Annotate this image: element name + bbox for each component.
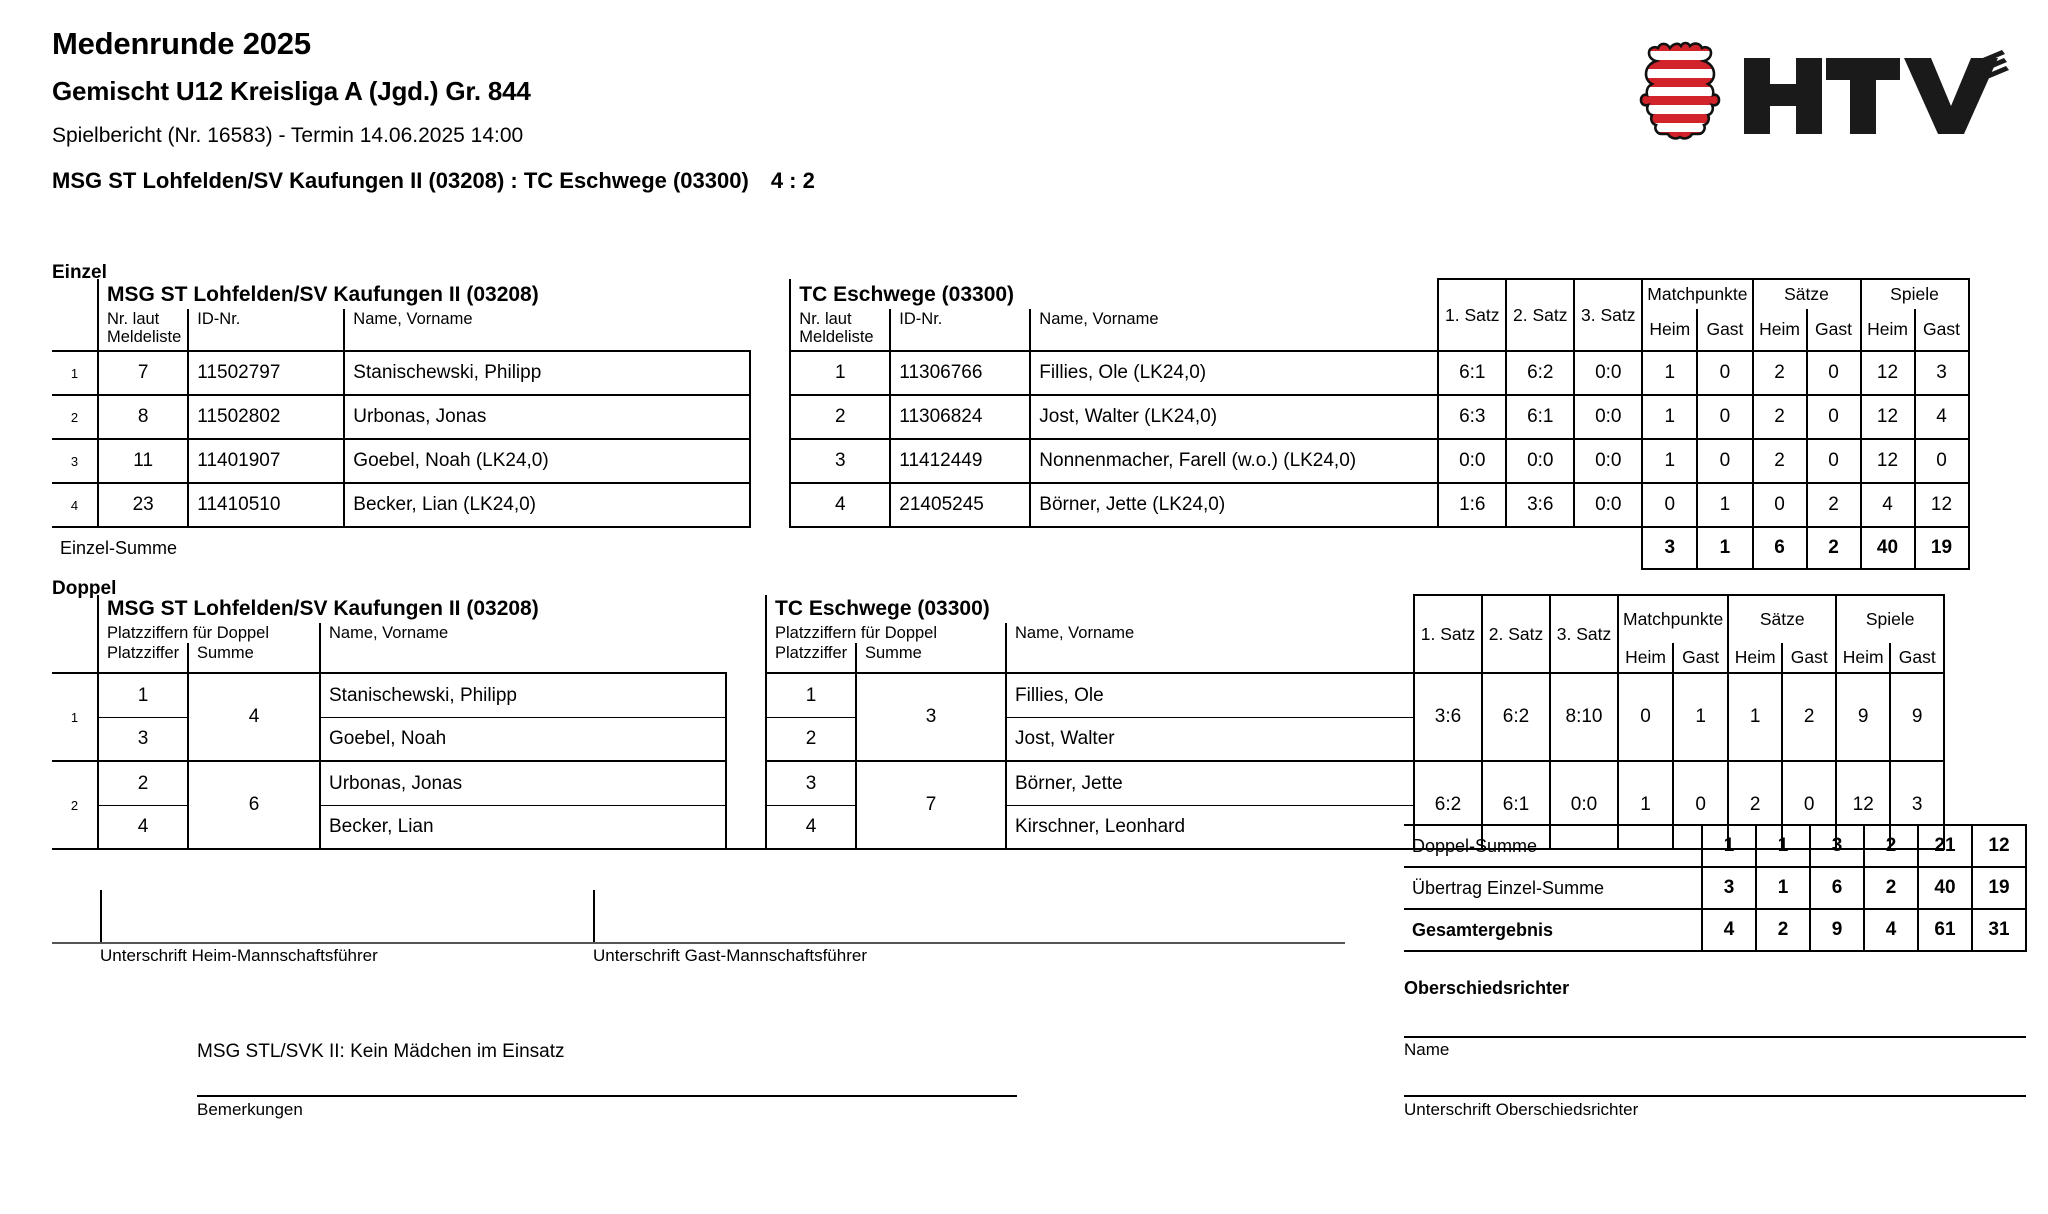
einzel-guest-nr: 3 — [790, 439, 890, 483]
doppel-set2: 6:2 — [1482, 673, 1550, 761]
einzel-summe-label: Einzel-Summe — [60, 538, 178, 558]
einzel-set3: 0:0 — [1574, 439, 1642, 483]
remark-note: MSG STL/SVK II: Kein Mädchen im Einsatz — [197, 1041, 565, 1062]
einzel-row-index: 1 — [52, 351, 98, 395]
einzel-mp_heim: 0 — [1642, 483, 1697, 527]
einzel-mp_gast: 0 — [1697, 395, 1752, 439]
summary-sp_heim: 61 — [1918, 909, 1972, 951]
einzel-sp_gast: 3 — [1915, 351, 1969, 395]
doppel-set3: 8:10 — [1550, 673, 1618, 761]
einzel-mp_heim: 1 — [1642, 351, 1697, 395]
einzel-table — [52, 278, 1970, 570]
doppel-home-p1-name: Stanischewski, Philipp — [320, 673, 726, 717]
einzel-sa_heim: 2 — [1753, 439, 1807, 483]
dheader-spiele: Spiele — [1836, 595, 1944, 643]
htv-logo — [1626, 30, 2026, 150]
header-guest-nr-l1: Nr. laut — [799, 310, 852, 328]
einzel-home-team: MSG ST Lohfelden/SV Kaufungen II (03208) — [98, 279, 750, 309]
doppel-set1: 3:6 — [1414, 673, 1482, 761]
dheader-sa-heim: Heim — [1728, 643, 1782, 673]
doppel-home-p1-nr: 1 — [98, 673, 188, 717]
header-home-nr-l1: Nr. laut — [107, 310, 160, 328]
sig-rule — [52, 942, 1345, 944]
spacer — [52, 643, 98, 673]
einzel-guest-name: Nonnenmacher, Farell (w.o.) (LK24,0) — [1030, 439, 1438, 483]
einzel-guest-id: 11306766 — [890, 351, 1030, 395]
doppel-mp_heim: 0 — [1618, 673, 1673, 761]
doppel-home-p1-name: Urbonas, Jonas — [320, 761, 726, 805]
dheader-satz3: 3. Satz — [1550, 595, 1618, 673]
summary-sp_gast: 12 — [1972, 825, 2026, 867]
dheader-sa-gast: Gast — [1782, 643, 1836, 673]
einzel-sa_gast: 0 — [1807, 351, 1861, 395]
einzel-sp_gast: 4 — [1915, 395, 1969, 439]
spacer — [726, 673, 766, 761]
spacer — [726, 761, 766, 849]
spacer — [52, 595, 98, 623]
htv-logo-graphic — [1626, 30, 2026, 150]
spacer — [52, 309, 98, 351]
section-label-doppel: Doppel — [52, 578, 117, 599]
summary-sa_heim: 6 — [1810, 867, 1864, 909]
header-guest-nr — [790, 309, 890, 351]
einzel-summe-sp-gast: 19 — [1915, 527, 1969, 569]
einzel-sp_heim: 12 — [1861, 439, 1915, 483]
section-label-einzel: Einzel — [52, 262, 107, 283]
doppel-home-p2-nr: 3 — [98, 717, 188, 761]
dheader-matchpunkte: Matchpunkte — [1618, 595, 1728, 643]
header-sp-heim: Heim — [1861, 309, 1915, 351]
table-row — [1404, 825, 2026, 867]
match-teams: MSG ST Lohfelden/SV Kaufungen II (03208) : TC Eschwege (03300) — [52, 168, 749, 193]
dheader-mp-heim: Heim — [1618, 643, 1673, 673]
einzel-set3: 0:0 — [1574, 395, 1642, 439]
einzel-summe-sp-heim: 40 — [1861, 527, 1915, 569]
summary-sp_heim: 21 — [1918, 825, 1972, 867]
doppel-sp_gast: 3 — [1890, 761, 1944, 849]
einzel-summe-sa-gast: 2 — [1807, 527, 1861, 569]
dheader-guest-platzziffer: Platzziffer — [766, 643, 856, 673]
report-meta: Spielbericht (Nr. 16583) - Termin 14.06.2025 14:00 — [52, 124, 524, 147]
header-spiele: Spiele — [1861, 279, 1969, 309]
einzel-home-id: 11401907 — [188, 439, 344, 483]
dheader-home-name: Name, Vorname — [320, 623, 726, 673]
summary-sp_heim: 40 — [1918, 867, 1972, 909]
einzel-set1: 1:6 — [1438, 483, 1506, 527]
summary-sa_gast: 2 — [1864, 867, 1918, 909]
einzel-team-title-row — [52, 279, 1969, 309]
dheader-home-summe: Summe — [188, 643, 320, 673]
summary-sp_gast: 19 — [1972, 867, 2026, 909]
spacer — [750, 439, 790, 483]
einzel-summe-row — [52, 527, 1969, 569]
table-row — [52, 351, 1969, 395]
match-headline — [52, 168, 1552, 194]
doppel-team-title-row — [52, 595, 1944, 623]
header-satz2: 2. Satz — [1506, 279, 1574, 351]
einzel-sa_heim: 0 — [1753, 483, 1807, 527]
doppel-sp_gast: 9 — [1890, 673, 1944, 761]
einzel-sa_gast: 0 — [1807, 439, 1861, 483]
einzel-home-nr: 11 — [98, 439, 188, 483]
summary-label: Doppel-Summe — [1404, 825, 1702, 867]
header-guest-id: ID-Nr. — [890, 309, 1030, 351]
table-row — [52, 395, 1969, 439]
doppel-sp_heim: 9 — [1836, 673, 1890, 761]
doppel-set1: 6:2 — [1414, 761, 1482, 849]
doppel-guest-p1-nr: 3 — [766, 761, 856, 805]
doppel-guest-team: TC Eschwege (03300) — [766, 595, 1414, 623]
spacer — [726, 595, 766, 623]
summary-mp_gast: 1 — [1756, 825, 1810, 867]
einzel-summe-mp-heim: 3 — [1642, 527, 1697, 569]
einzel-home-id: 11502797 — [188, 351, 344, 395]
dheader-mp-gast: Gast — [1673, 643, 1728, 673]
doppel-home-team: MSG ST Lohfelden/SV Kaufungen II (03208) — [98, 595, 726, 623]
doppel-guest-summe: 7 — [856, 761, 1006, 849]
einzel-home-nr: 8 — [98, 395, 188, 439]
einzel-sa_heim: 2 — [1753, 395, 1807, 439]
spacer — [750, 395, 790, 439]
table-row — [52, 483, 1969, 527]
header-home-nr-l2: Meldeliste — [107, 328, 182, 347]
doppel-home-p2-name: Becker, Lian — [320, 805, 726, 849]
einzel-home-nr: 23 — [98, 483, 188, 527]
einzel-set1: 0:0 — [1438, 439, 1506, 483]
header-matchpunkte: Matchpunkte — [1642, 279, 1752, 309]
einzel-guest-team: TC Eschwege (03300) — [790, 279, 1438, 309]
einzel-set3: 0:0 — [1574, 483, 1642, 527]
doppel-guest-p1-name: Fillies, Ole — [1006, 673, 1414, 717]
einzel-sa_heim: 2 — [1753, 351, 1807, 395]
einzel-set3: 0:0 — [1574, 351, 1642, 395]
doppel-guest-p1-nr: 1 — [766, 673, 856, 717]
summary-table — [1404, 824, 2027, 953]
dheader-guest-platzgroup: Platzziffern für Doppel — [766, 623, 1006, 643]
doppel-guest-p1-name: Börner, Jette — [1006, 761, 1414, 805]
doppel-home-p2-name: Goebel, Noah — [320, 717, 726, 761]
einzel-set2: 6:1 — [1506, 395, 1574, 439]
doppel-guest-p2-nr: 4 — [766, 805, 856, 849]
doppel-guest-summe: 3 — [856, 673, 1006, 761]
header-sp-gast: Gast — [1915, 309, 1969, 351]
einzel-set1: 6:3 — [1438, 395, 1506, 439]
header-satz3: 3. Satz — [1574, 279, 1642, 351]
einzel-set1: 6:1 — [1438, 351, 1506, 395]
osr-name-rule — [1404, 1036, 2026, 1038]
summary-sp_gast: 31 — [1972, 909, 2026, 951]
oberschiedsrichter-title: Oberschiedsrichter — [1404, 978, 1570, 998]
einzel-guest-id: 21405245 — [890, 483, 1030, 527]
dheader-satz1: 1. Satz — [1414, 595, 1482, 673]
osr-name-caption: Name — [1404, 1040, 1450, 1059]
header-saetze: Sätze — [1753, 279, 1861, 309]
einzel-home-name: Urbonas, Jonas — [344, 395, 750, 439]
spacer — [750, 483, 790, 527]
summary-sa_heim: 9 — [1810, 909, 1864, 951]
table-row — [1404, 867, 2026, 909]
einzel-set2: 0:0 — [1506, 439, 1574, 483]
einzel-sp_heim: 12 — [1861, 395, 1915, 439]
doppel-row-index: 1 — [52, 673, 98, 761]
header-mp-heim: Heim — [1642, 309, 1697, 351]
summary-mp_heim: 1 — [1702, 825, 1756, 867]
einzel-sa_gast: 0 — [1807, 395, 1861, 439]
doppel-mp_heim: 1 — [1618, 761, 1673, 849]
spacer — [750, 351, 790, 395]
summary-label: Gesamtergebnis — [1404, 909, 1702, 951]
einzel-mp_heim: 1 — [1642, 439, 1697, 483]
bemerkungen-caption: Bemerkungen — [197, 1100, 303, 1119]
table-row — [52, 673, 1944, 717]
doppel-home-p1-nr: 2 — [98, 761, 188, 805]
table-row — [52, 439, 1969, 483]
einzel-home-name: Becker, Lian (LK24,0) — [344, 483, 750, 527]
einzel-home-id: 11502802 — [188, 395, 344, 439]
spacer — [726, 623, 766, 643]
summary-mp_gast: 1 — [1756, 867, 1810, 909]
doppel-sa_heim: 2 — [1728, 761, 1782, 849]
header-home-nr — [98, 309, 188, 351]
summary-bottom-rule — [1404, 951, 2026, 953]
spacer — [52, 623, 98, 643]
dheader-satz2: 2. Satz — [1482, 595, 1550, 673]
doppel-row-index: 2 — [52, 761, 98, 849]
header-guest-name: Name, Vorname — [1030, 309, 1438, 351]
summary-sa_gast: 2 — [1864, 825, 1918, 867]
dheader-sp-gast: Gast — [1890, 643, 1944, 673]
match-score: 4 : 2 — [770, 168, 815, 193]
einzel-summe-mp-gast: 1 — [1697, 527, 1752, 569]
einzel-row-index: 3 — [52, 439, 98, 483]
header-home-name: Name, Vorname — [344, 309, 750, 351]
header-sa-heim: Heim — [1753, 309, 1807, 351]
einzel-guest-name: Jost, Walter (LK24,0) — [1030, 395, 1438, 439]
doppel-table — [52, 594, 1945, 851]
spacer — [1574, 527, 1642, 569]
einzel-set2: 3:6 — [1506, 483, 1574, 527]
einzel-sp_gast: 12 — [1915, 483, 1969, 527]
spacer — [52, 279, 98, 309]
einzel-guest-nr: 4 — [790, 483, 890, 527]
sig-home-tick — [100, 890, 102, 942]
dheader-sp-heim: Heim — [1836, 643, 1890, 673]
einzel-home-id: 11410510 — [188, 483, 344, 527]
einzel-body — [52, 351, 1969, 527]
einzel-guest-nr: 1 — [790, 351, 890, 395]
spacer — [750, 279, 790, 309]
dheader-home-platzgroup: Platzziffern für Doppel — [98, 623, 320, 643]
table-row — [1404, 909, 2026, 951]
spacer — [1404, 951, 2026, 953]
spacer — [726, 643, 766, 673]
header-guest-nr-l2: Meldeliste — [799, 328, 874, 347]
summary-body — [1404, 825, 2026, 953]
dheader-saetze: Sätze — [1728, 595, 1836, 643]
einzel-guest-name: Fillies, Ole (LK24,0) — [1030, 351, 1438, 395]
einzel-guest-nr: 2 — [790, 395, 890, 439]
einzel-guest-name: Börner, Jette (LK24,0) — [1030, 483, 1438, 527]
dheader-guest-name: Name, Vorname — [1006, 623, 1414, 673]
einzel-summe-sa-heim: 6 — [1753, 527, 1807, 569]
summary-sa_gast: 4 — [1864, 909, 1918, 951]
summary-label: Übertrag Einzel-Summe — [1404, 867, 1702, 909]
summary-mp_gast: 2 — [1756, 909, 1810, 951]
league-subtitle: Gemischt U12 Kreisliga A (Jgd.) Gr. 844 — [52, 76, 531, 106]
einzel-home-nr: 7 — [98, 351, 188, 395]
doppel-sa_gast: 2 — [1782, 673, 1836, 761]
doppel-guest-p2-name: Jost, Walter — [1006, 717, 1414, 761]
einzel-sa_gast: 2 — [1807, 483, 1861, 527]
header-mp-gast: Gast — [1697, 309, 1752, 351]
page-title: Medenrunde 2025 — [52, 26, 311, 61]
doppel-mp_gast: 1 — [1673, 673, 1728, 761]
doppel-home-p2-nr: 4 — [98, 805, 188, 849]
einzel-mp_heim: 1 — [1642, 395, 1697, 439]
document-header — [52, 26, 1552, 194]
sig-home-caption: Unterschrift Heim-Mannschaftsführer — [100, 946, 378, 965]
doppel-set3: 0:0 — [1550, 761, 1618, 849]
doppel-home-summe: 6 — [188, 761, 320, 849]
spacer — [750, 309, 790, 351]
einzel-mp_gast: 0 — [1697, 439, 1752, 483]
einzel-mp_gast: 1 — [1697, 483, 1752, 527]
sig-guest-tick — [593, 890, 595, 942]
einzel-subheader-row — [52, 309, 1969, 351]
doppel-guest-p2-name: Kirschner, Leonhard — [1006, 805, 1414, 849]
osr-sig-rule — [1404, 1095, 2026, 1097]
einzel-set2: 6:2 — [1506, 351, 1574, 395]
dheader-guest-summe: Summe — [856, 643, 1006, 673]
doppel-sa_gast: 0 — [1782, 761, 1836, 849]
summary-mp_heim: 3 — [1702, 867, 1756, 909]
einzel-guest-id: 11412449 — [890, 439, 1030, 483]
dheader-home-platzziffer: Platzziffer — [98, 643, 188, 673]
sig-guest-caption: Unterschrift Gast-Mannschaftsführer — [593, 946, 867, 965]
table-row — [52, 761, 1944, 805]
spacer — [1438, 527, 1574, 569]
summary-mp_heim: 4 — [1702, 909, 1756, 951]
einzel-home-name: Stanischewski, Philipp — [344, 351, 750, 395]
header-satz1: 1. Satz — [1438, 279, 1506, 351]
einzel-mp_gast: 0 — [1697, 351, 1752, 395]
doppel-home-summe: 4 — [188, 673, 320, 761]
summary-sa_heim: 3 — [1810, 825, 1864, 867]
header-sa-gast: Gast — [1807, 309, 1861, 351]
einzel-sp_heim: 4 — [1861, 483, 1915, 527]
einzel-sp_gast: 0 — [1915, 439, 1969, 483]
doppel-guest-p2-nr: 2 — [766, 717, 856, 761]
osr-sig-caption: Unterschrift Oberschiedsrichter — [1404, 1100, 1639, 1119]
doppel-sp_heim: 12 — [1836, 761, 1890, 849]
doppel-set2: 6:1 — [1482, 761, 1550, 849]
doppel-mp_gast: 0 — [1673, 761, 1728, 849]
einzel-row-index: 4 — [52, 483, 98, 527]
einzel-row-index: 2 — [52, 395, 98, 439]
header-home-id: ID-Nr. — [188, 309, 344, 351]
einzel-guest-id: 11306824 — [890, 395, 1030, 439]
einzel-sp_heim: 12 — [1861, 351, 1915, 395]
einzel-home-name: Goebel, Noah (LK24,0) — [344, 439, 750, 483]
doppel-sa_heim: 1 — [1728, 673, 1782, 761]
bemerkungen-rule — [197, 1095, 1017, 1097]
